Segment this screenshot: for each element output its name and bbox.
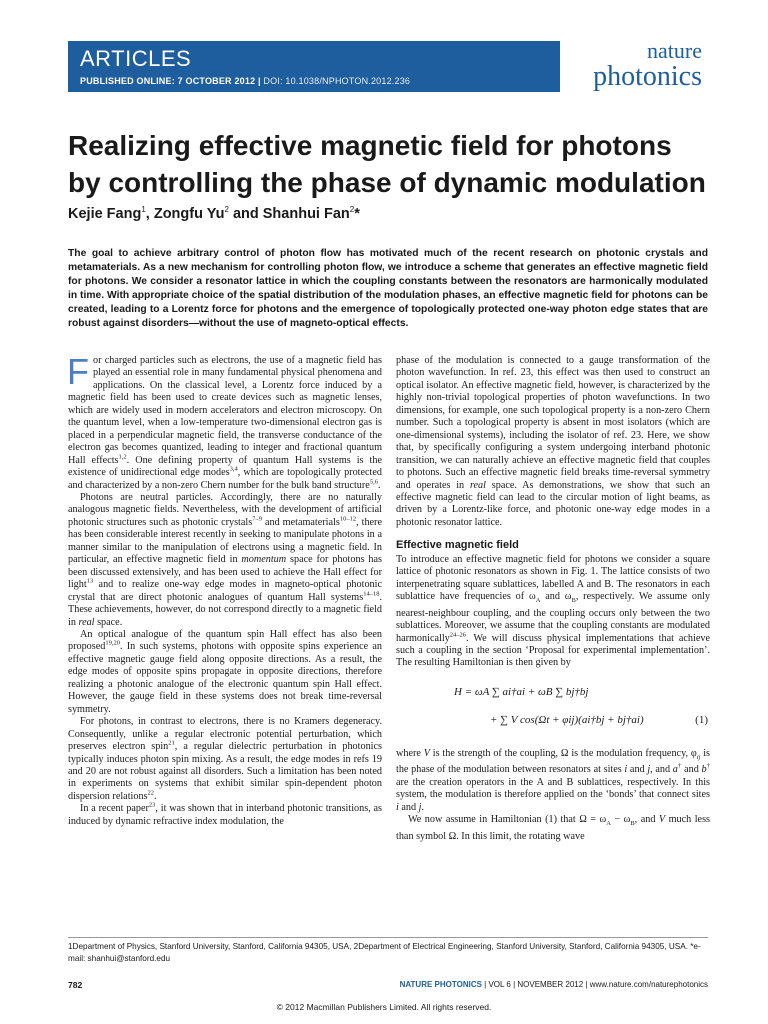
body-paragraph: To introduce an effective magnetic field for photons we consider a square lattice of photonic resonators as shown in Fig. 1. The lattice consists of two interpenetrating square sublattices, labelled A and B. The resonators in each sublattice have frequencies of $\omega_A$ and $\omega_B$, respectively. We assume only nearest-neighbour coupling, and the coupling occurs only between the two sublattices. Moreover, we assume that the coupling constants are modulated harmonically$^{24-26}$. We will discuss physical implementations that achieve such a coupling in the section ‘Proposal for experimental implementation’. The resulting Hamiltonian is then given by	[396, 553, 710, 669]
copyright-notice: © 2012 Macmillan Publishers Limited. All rights reserved.	[276, 1002, 492, 1012]
author-separator: and	[228, 205, 263, 222]
equation-1	[396, 678, 710, 738]
issue-info[interactable]: | VOL 6 | NOVEMBER 2012 | www.nature.com/naturephotonics	[484, 980, 708, 989]
author-separator: ,	[145, 205, 154, 222]
affiliation-marker: 2	[349, 205, 355, 214]
published-date: PUBLISHED ONLINE: 7 OCTOBER 2012	[80, 76, 256, 86]
section-label: ARTICLES	[80, 46, 192, 71]
footnotes: 1Department of Physics, Stanford University, Stanford, California 94305, USA, 2Department of Electrical Engineering, Stanford University, Stanford, California 94305, USA. *e-mail: shanhui@stanford.edu	[68, 942, 701, 963]
body-paragraph: Photons are neutral particles. Accordingly, there are no naturally analogous magnetic fields. Nevertheless, with the development of artificial photonic structures such as photonic crystals$^{7-9}$ and metamaterials$^{10-12}$, there has been considerable interest recently in seeking to manipulate photons in a manner similar to the manipulation of electrons using a magnetic field. In particular, an effective magnetic field in momentum space for photons has been discussed extensively, and has been used to achieve the Hall effect for light$^{13}$ and to realize one-way edge modes in magneto-optical photonic crystal that are direct photonic analogues of quantum Hall systems$^{14-18}$. These achievements, however, do not correspond directly to a magnetic field in real space.	[68, 491, 382, 628]
journal-logo-line1: nature	[647, 38, 702, 63]
equation-number: (1)	[695, 713, 708, 726]
affiliation-marker: 1	[141, 205, 146, 214]
equation-line: H = ωA ∑ ai†ai + ωB ∑ bj†bj	[454, 685, 589, 698]
abstract: The goal to achieve arbitrary control of photon flow has motivated much of the recent research on photonic crystals and metamaterials. As a new mechanism for controlling photon flow, we introduce a scheme that generates an effective magnetic field for photons. We consider a resonator lattice in which the coupling constants between the resonators are harmonically modulated in time. With appropriate choice of the spatial distribution of the modulation phases, an effective magnetic field for photons can be created, leading to a Lorentz force for photons and the emergence of topologically protected one-way photon edge states that are robust against disorders—without the use of magneto-optical effects.	[68, 248, 708, 329]
journal-logo-line2: photonics	[593, 61, 702, 92]
body-paragraph: We now assume in Hamiltonian (1) that $\Omega = \omega_A - \omega_B$, and V much less than symbol Ω. In this limit, the rotating wave	[396, 814, 710, 842]
doi-link[interactable]: DOI: 10.1038/NPHOTON.2012.236	[263, 76, 411, 86]
body-paragraph: For charged particles such as electrons, the use of a magnetic field has played an essential role in many fundamental physical phenomena and applications. On the classical level, a Lorentz force induced by a magnetic field has been used to create devices such as magnetic lenses, which are widely used in modern accelerators and electron microscopy. On the quantum level, when a low-temperature two-dimensional electron gas is placed in a perpendicular magnetic field, the transverse conductance of the electron gas becomes quantized, leading to integer and fractional quantum Hall effects$^{1,2}$. One defining property of quantum Hall systems is the existence of unidirectional edge modes$^{3,4}$, which are topologically protected and characterized by a non-zero Chern number for the bulk band structure$^{5,6}$.	[67, 351, 382, 491]
body-paragraph: where V is the strength of the coupling, Ω is the modulation frequency, $\varphi_{ij}$ is the phase of the modulation between resonators at sites i and j, and a† and b† are the creation operators in the A and B sublattices, respectively. In this system, the modulation is therefore applied on the ‘bonds’ that connect sites i and j.	[396, 747, 710, 813]
page-number: 782	[68, 980, 83, 990]
journal-logo	[572, 40, 702, 92]
author-name[interactable]: Kejie Fang	[68, 205, 142, 222]
equation-line: + ∑ V cos(Ωt + φij)(ai†bj + bj†ai)	[490, 713, 644, 726]
body-paragraph: phase of the modulation is connected to a gauge transformation of the photon wavefunction. In ref. 23, this effect was then used to construct an optical isolator. An effective magnetic field, however, is characterized by the highly non-trivial topological properties of photon wavefunctions. In two dimensions, for example, one such topological property is a non-zero Chern number. Such a topological property is absent in most isolators (which are one-dimensional systems), including the isolator of ref. 23. Here, we show that, by specifically configuring a system undergoing interband photonic transition, we can naturally achieve an effective magnetic field that couples to photons. Such an effective magnetic field breaks time-reversal symmetry and operates in real space. As demonstrations, we show that such an effective magnetic field can lead to the circular motion of light beams, as driven by a Lorentz-like force, and photonic one-way edge modes in a photonic resonator lattice.	[396, 355, 710, 528]
body-paragraph: In a recent paper$^{23}$, it was shown that in interband photonic transitions, as induced by dynamic refractive index modulation, the	[68, 801, 382, 827]
body-column-right	[396, 355, 710, 843]
section-heading: Effective magnetic field	[396, 539, 519, 552]
running-footer	[400, 980, 708, 989]
header-bar	[68, 41, 560, 92]
article-title: Realizing effective magnetic field for photons by controlling the phase of dynamic modulation	[68, 130, 706, 198]
author-name[interactable]: Shanhui Fan	[262, 205, 350, 222]
body-paragraph: An optical analogue of the quantum spin Hall effect has also been proposed$^{19,20}$. In such systems, photons with opposite spins experience an effective magnetic gauge field along opposite directions. As a result, the edge modes of opposite spins propagate in opposite directions, therefore realizing a photonic analogue of the electronic quantum spin Hall effect. However, the gauge field in these systems does not break time-reversal symmetry.	[68, 628, 382, 715]
body-column-left	[67, 351, 382, 828]
publication-line: PUBLISHED ONLINE: 7 OCTOBER 2012 | DOI: 10.1038/NPHOTON.2012.236	[80, 76, 411, 86]
footnote-rule	[68, 937, 708, 938]
dropcap: F	[67, 351, 89, 392]
affiliation-marker: 2	[224, 205, 229, 214]
journal-name: NATURE PHOTONICS	[399, 980, 482, 989]
corresponding-marker: *	[354, 205, 360, 222]
author-name[interactable]: Zongfu Yu	[153, 205, 225, 222]
body-paragraph: For photons, in contrast to electrons, there is no Kramers degeneracy. Consequently, unlike a regular electronic potential perturbation, which preserves electron spin$^{21}$, a regular dielectric perturbation in photonics typically induces photon spin mixing. As a result, the edge modes in refs 19 and 20 are not robust against all disorders. Such a limitation has been noted in experiments on systems that exhibit similar spin-dependent photon dispersion relations$^{22}$.	[68, 716, 382, 802]
author-list	[68, 205, 360, 222]
